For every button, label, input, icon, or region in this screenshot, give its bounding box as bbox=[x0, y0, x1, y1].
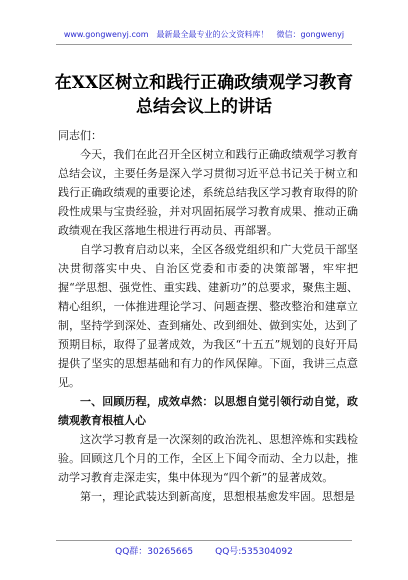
site-slogan: 最新最全最专业的公文资料库！ bbox=[156, 30, 269, 39]
paragraph: 自学习教育启动以来，全区各级党组织和广大党员干部坚决贯彻落实中央、自治区党委和市委的决策部署，牢牢把握“学思想、强党性、重实践、建新功”的总要求，聚焦主题、精心组织，一体推进理论学习、问题查摆、整改整治和建章立制，坚持学到深处、查到痛处、改到细处、做到实处，达到了预期目标，取得了显著成效，为我区“十五五”规划的良好开局提供了坚实的思想基础和有力的作风保障。下面，我讲三点意见。 bbox=[58, 243, 358, 389]
page-footer bbox=[0, 546, 408, 558]
header-divider bbox=[56, 44, 352, 45]
footer-divider bbox=[56, 540, 352, 541]
qq-group: QQ群：30265665 bbox=[115, 547, 194, 557]
paragraph: 这次学习教育是一次深刻的政治洗礼、思想淬炼和实践检验。回顾这几个月的工作，全区上下闻令而动、全力以赴，推动学习教育走深走实，集中体现为“四个新”的显著成效。 bbox=[58, 433, 358, 484]
salutation: 同志们： bbox=[58, 129, 102, 142]
document-body bbox=[58, 126, 358, 506]
qq-number: QQ号:535304092 bbox=[215, 547, 293, 557]
document-title-line-2: 总结会议上的讲话 bbox=[136, 97, 272, 117]
paragraph: 第一，理论武装达到新高度，思想根基愈发牢固。思想是 bbox=[80, 490, 355, 503]
site-url: www.gongwenyj.com bbox=[63, 30, 149, 39]
paragraph: 今天，我们在此召开全区树立和践行正确政绩观学习教育总结会议，主要任务是深入学习贯彻习近平总书记关于树立和践行正确政绩观的重要论述，系统总结我区学习教育取得的阶段性成果与宝贵经验，并对巩固拓展学习教育成果、推动正确政绩观在我区落地生根进行再动员、再部署。 bbox=[58, 148, 358, 237]
wechat-id: 微信：gongwenyj bbox=[276, 30, 345, 39]
document-title-line-1: 在XX区树立和践行正确政绩观学习教育 bbox=[54, 73, 354, 93]
section-heading: 一、回顾历程，成效卓然：以思想自觉引领行动自觉，政绩观教育根植人心 bbox=[58, 395, 358, 427]
page-header bbox=[0, 30, 408, 40]
